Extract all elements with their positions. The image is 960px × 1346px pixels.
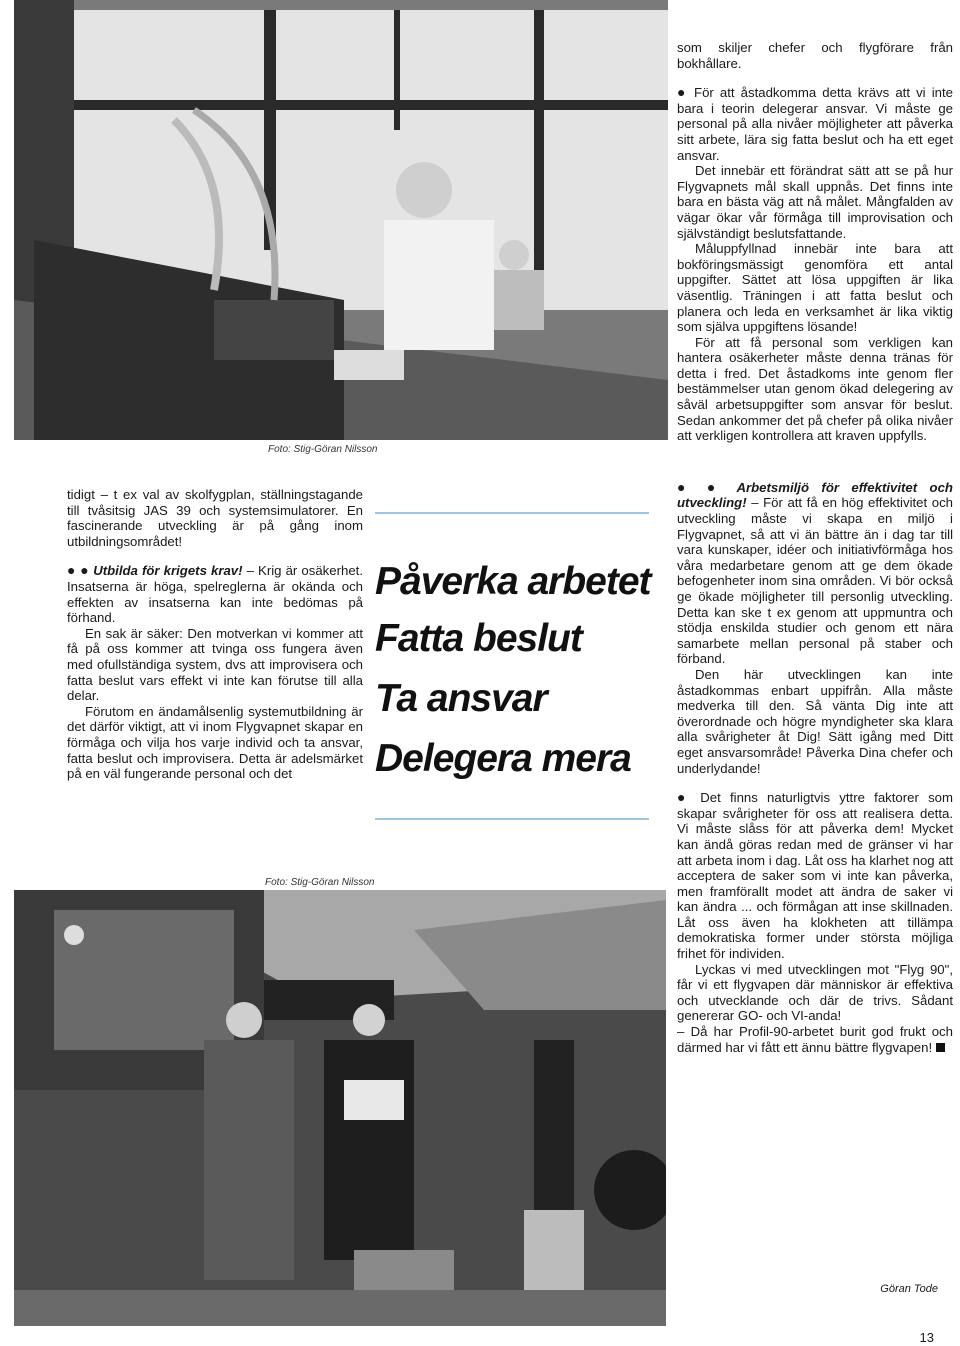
slogan-line-3: Ta ansvar bbox=[375, 677, 547, 720]
right-column bbox=[677, 40, 953, 1055]
left-paragraph-1: tidigt – t ex val av skolfygplan, ställningstagande till tvåsitsig JAS 39 och systemsimulatorer. En fascinerande utveckling är på gång inom utbildningsområdet! bbox=[67, 487, 363, 549]
left-paragraph-3: En sak är säker: Den motverkan vi kommer att få på oss kommer att tvinga oss fungera även med ofullständiga system, dvs att improvisera och fatta beslut vars effekt vi inte kan förutse till alla delar. bbox=[67, 625, 363, 704]
left-paragraph-2-head: Utbilda för krigets krav! bbox=[93, 563, 243, 579]
bullet-icon: ● bbox=[677, 789, 692, 806]
right-paragraph-5: För att få personal som verkligen kan hantera osäkerheter måste denna tränas för detta i fred. Det åstadkoms inte genom fler bestämmelser utan genom ökad delegering av såväl arbetsuppgifter som ansvar för beslut. Sedan ankommer det på chefer på olika nivåer att verkligen kontrollera att kraven uppfylls. bbox=[677, 334, 953, 444]
photo-control-tower bbox=[14, 0, 668, 440]
bullet-icon: ● ● bbox=[677, 478, 725, 495]
bullet-icon: ● ● bbox=[67, 562, 90, 579]
author-signature: Göran Tode bbox=[880, 1283, 938, 1295]
right-paragraph-6-head: Arbetsmiljö för effektivitet och utveckling! bbox=[677, 479, 953, 511]
left-column bbox=[67, 487, 363, 782]
photo-caption-top: Foto: Stig-Göran Nilsson bbox=[268, 444, 378, 455]
right-paragraph-2: ● För att åstadkomma detta krävs att vi inte bara i teorin delegerar ansvar. Vi måste ge personal på alla nivåer möjligheter att påverka sitt arbete, lära sig fatta beslut och ha ett eget ansvar. bbox=[677, 84, 953, 163]
blue-rule-bottom bbox=[375, 818, 649, 820]
right-paragraph-8: ● Det finns naturligtvis yttre faktorer som skapar svårigheter för oss att realisera detta. Vi måste slåss för att påverka dem! Mycket kan ändå göras redan med de gränser vi har att arbeta inom i dag. Låt oss ha klarhet nog att acceptera de saker som vi inte kan påverka, men framförallt modet att ändra de saker vi kan ändra ... och förmågan att inse skillnaden. Låt oss även ha klokheten att tillämpa demokratiska former under största möjliga frihet för individen. bbox=[677, 789, 953, 962]
slogan-line-2: Fatta beslut bbox=[375, 617, 582, 660]
control-tower-illustration bbox=[14, 0, 668, 440]
photo-hangar bbox=[14, 890, 666, 1326]
right-paragraph-6-body: – För att få en hög effektivitet och utveckling måste vi skapa en miljö i Flygvapnet, så att vi än bättre än i dag tar till vara kunskaper, idéer och initiativförmåga hos våra medarbetare genom att ge dem ökade befogenheter inom sina områden. Vi bör också ge ökade möjligheter till personlig utveckling. Detta kan ske t ex genom att uppmuntra och stödja enskilda studier och genom ett nära samarbete mellan personal på staber och förband. bbox=[677, 495, 953, 667]
hangar-illustration bbox=[14, 890, 666, 1326]
right-paragraph-3: Det innebär ett förändrat sätt att se på hur Flygvapnets mål skall uppnås. Det finns inte bara en bästa väg att nå målet. Mångfalden av vägar ökar vår förmåga till improvisation och självständigt beslutsfattande. bbox=[677, 163, 953, 241]
end-square-icon bbox=[936, 1043, 945, 1052]
right-paragraph-7: Den här utvecklingen kan inte åstadkommas enbart uppifrån. Alla måste medverka till den. Så vänta Dig inte att överordnade och högre myndigheter ska klara alla svårigheter åt Dig! Sätt igång med Ditt eget ansvarsområde! Påverka Dina chefer och underlydande! bbox=[677, 666, 953, 776]
bullet-icon: ● bbox=[677, 84, 688, 101]
photo-caption-bottom: Foto: Stig-Göran Nilsson bbox=[265, 877, 375, 888]
left-paragraph-4: Förutom en ändamålsenlig systemutbildning är det därför viktigt, att vi inom Flygvapnet skapar en förmåga och vilja hos varje individ och ta ansvar, fatta beslut och improvisera. Detta är adelsmärket på en väl fungerande personal och det bbox=[67, 703, 363, 782]
left-paragraph-2 bbox=[67, 563, 363, 625]
right-paragraph-10: – Då har Profil-90-arbetet burit god frukt och därmed har vi fått ett ännu bättre flygvapen! bbox=[677, 1024, 953, 1055]
slogan-line-4: Delegera mera bbox=[375, 737, 631, 780]
right-paragraph-9: Lyckas vi med utvecklingen mot "Flyg 90", får vi ett flygvapen där människor är effektiva och utvecklande och där de trivs. Sådant genererar GO- och VI-anda! bbox=[677, 961, 953, 1024]
right-paragraph-4: Måluppfyllnad innebär inte bara att bokföringsmässigt genomföra ett antal uppgifter. Sättet att lösa uppgiften är lika väsentlig. Träningen i att fatta beslut och planera och leda en verksamhet är lika viktig som själva uppgiftens lösande! bbox=[677, 241, 953, 335]
slogan-line-1: Påverka arbetet bbox=[375, 560, 651, 603]
left-paragraph-2-body: – Krig är osäkerhet. Insatserna är höga, spelreglerna är okända och effekten av insatserna kan inte bedömas på förhand. bbox=[67, 563, 363, 626]
right-paragraph-6 bbox=[677, 480, 953, 667]
right-paragraph-1: som skiljer chefer och flygförare från bokhållare. bbox=[677, 40, 953, 71]
blue-rule-top bbox=[375, 512, 649, 514]
page-number: 13 bbox=[919, 1330, 934, 1345]
